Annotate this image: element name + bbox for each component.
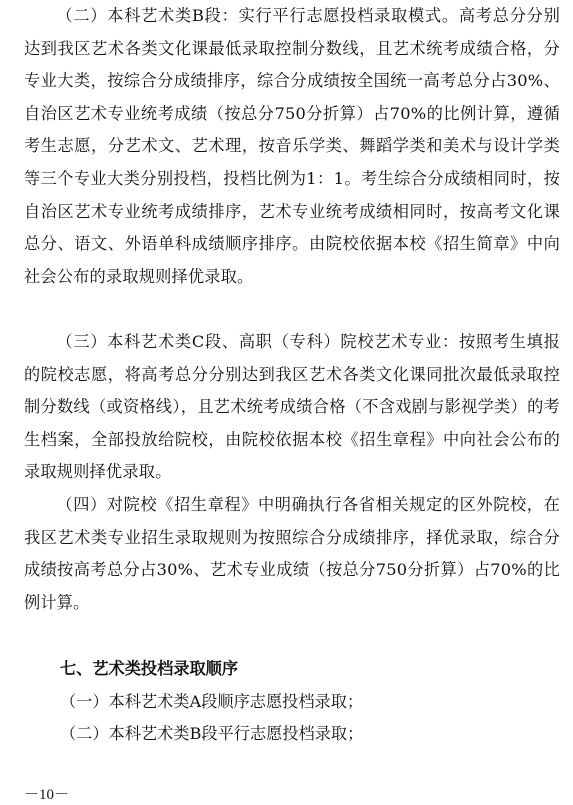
paragraph-art-b-segment: （二）本科艺术类B段：实行平行志愿投档录取模式。高考总分分别达到我区艺术各类文化课最低录取控制分数线，且艺术统考成绩合格，分专业大类，按综合分成绩排序，综合分成绩按全国统一高考总分占30%、自治区艺术专业统考成绩（按总分750分折算）占70%的比例计算，遵循考生志愿，分艺术文、艺术理，按音乐学类、舞蹈学类和美术与设计学类等三个专业大类分别投档，投档比例为1：1。考生综合分成绩相同时，按自治区艺术专业统考成绩排序，艺术专业统考成绩相同时，按高考文化课总分、语文、外语单科成绩顺序排序。由院校依据本校《招生简章》中向社会公布的录取规则择优录取。: [24, 6, 560, 286]
page-number: －10－: [24, 787, 70, 803]
paragraph-art-c-segment: （三）本科艺术类C段、高职（专科）院校艺术专业：按照考生填报的院校志愿，将高考总分分别达到我区艺术各类文化课同批次最低录取控制分数线（或资格线），且艺术统考成绩合格（不含戏剧与影视学类）的考生档案，全部投放给院校，由院校依据本校《招生章程》中向社会公布的录取规则择优录取。: [24, 332, 560, 482]
list-item: （一）本科艺术类A段顺序志愿投档录取；: [60, 692, 364, 711]
list-item: （二）本科艺术类B段平行志愿投档录取；: [60, 724, 364, 743]
paragraph-out-of-region-colleges: （四）对院校《招生章程》中明确执行各省相关规定的区外院校，在我区艺术类专业招生录取规则为按照综合分成绩排序，择优录取，综合分成绩按高考总分占30%、艺术专业成绩（按总分750分折算）占70%的比例计算。: [24, 495, 560, 612]
section-heading: 七、艺术类投档录取顺序: [60, 659, 239, 678]
